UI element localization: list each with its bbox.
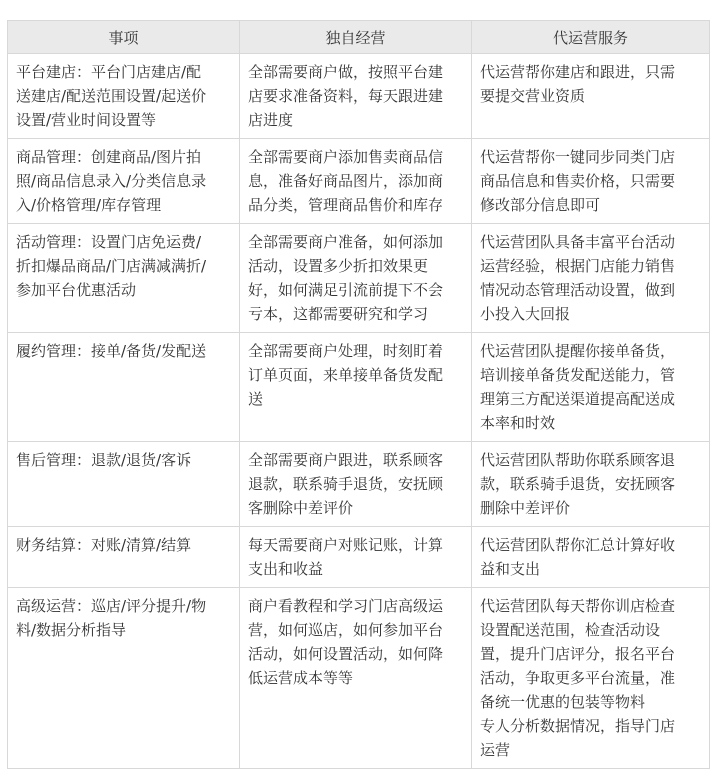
- self-operated-cell: [240, 224, 472, 333]
- cell-text-line: 全部需要商户添加售卖商品信: [248, 148, 444, 166]
- agency-service-cell: [472, 54, 710, 139]
- cell-text-line: 商户看教程和学习门店高级运: [248, 597, 444, 615]
- cell-text-line: 参加平台优惠活动: [16, 281, 137, 299]
- cell-text-line: 代运营帮你一键同步同类门店: [480, 148, 676, 166]
- item-cell: [8, 224, 240, 333]
- table-row: [8, 588, 710, 769]
- cell-text-line: 店进度: [248, 111, 294, 129]
- item-cell: [8, 527, 240, 588]
- self-operated-cell: [240, 442, 472, 527]
- cell-text-line: 活动管理：设置门店免运费/: [16, 233, 202, 251]
- header-self-operated: 独自经营: [240, 21, 472, 54]
- cell-text-line: 亏本，这都需要研究和学习: [248, 305, 429, 323]
- cell-text-line: 备统一优惠的包装等物料: [480, 693, 646, 711]
- item-cell: [8, 588, 240, 769]
- table-row: [8, 527, 710, 588]
- cell-text-line: 客删除中差评价: [248, 499, 354, 517]
- cell-text-line: 理第三方配送渠道提高配送成: [480, 390, 676, 408]
- agency-service-cell: [472, 224, 710, 333]
- cell-text-line: 平台建店：平台门店建店/配: [16, 63, 202, 81]
- agency-service-cell: [472, 139, 710, 224]
- agency-service-cell: [472, 442, 710, 527]
- cell-text-line: 履约管理：接单/备货/发配送: [16, 342, 207, 360]
- table-row: [8, 224, 710, 333]
- agency-service-cell: [472, 588, 710, 769]
- cell-text-line: 全部需要商户准备，如何添加: [248, 233, 444, 251]
- cell-text-line: 营，如何巡店，如何参加平台: [248, 621, 444, 639]
- cell-text-line: 入/价格管理/库存管理: [16, 196, 162, 214]
- header-item: 事项: [8, 21, 240, 54]
- cell-text-line: 折扣爆品商品/门店满减满折/: [16, 257, 207, 275]
- agency-service-cell: [472, 527, 710, 588]
- table-body: [8, 54, 710, 769]
- cell-text-line: 品分类，管理商品售价和库存: [248, 196, 444, 214]
- table-row: [8, 139, 710, 224]
- cell-text-line: 培训接单备货发配送能力，管: [480, 366, 676, 384]
- cell-text-line: 售后管理：退款/退货/客诉: [16, 451, 192, 469]
- cell-text-line: 置，提升门店评分，报名平台: [480, 645, 676, 663]
- cell-text-line: 息，准备好商品图片，添加商: [248, 172, 444, 190]
- self-operated-cell: [240, 588, 472, 769]
- cell-text-line: 修改部分信息即可: [480, 196, 601, 214]
- item-cell: [8, 139, 240, 224]
- comparison-table: [7, 20, 710, 769]
- self-operated-cell: [240, 139, 472, 224]
- cell-text-line: 代运营团队帮助你联系顾客退: [480, 451, 676, 469]
- cell-text-line: 情况动态管理活动设置，做到: [480, 281, 676, 299]
- self-operated-cell: [240, 527, 472, 588]
- cell-text-line: 设置/营业时间设置等: [16, 111, 157, 129]
- item-cell: [8, 442, 240, 527]
- cell-text-line: 代运营团队帮你汇总计算好收: [480, 536, 676, 554]
- cell-text-line: 代运营帮你建店和跟进，只需: [480, 63, 676, 81]
- cell-text-line: 本率和时效: [480, 414, 556, 432]
- table-row: [8, 442, 710, 527]
- cell-text-line: 活动，争取更多平台流量，准: [480, 669, 676, 687]
- cell-text-line: 全部需要商户做，按照平台建: [248, 63, 444, 81]
- cell-text-line: 财务结算：对账/清算/结算: [16, 536, 192, 554]
- cell-text-line: 运营: [480, 741, 511, 759]
- item-cell: [8, 54, 240, 139]
- cell-text-line: 料/数据分析指导: [16, 621, 127, 639]
- self-operated-cell: [240, 54, 472, 139]
- comparison-table-container: [7, 20, 709, 769]
- cell-text-line: 全部需要商户处理，时刻盯着: [248, 342, 444, 360]
- cell-text-line: 店要求准备资料，每天跟进建: [248, 87, 444, 105]
- cell-text-line: 益和支出: [480, 560, 541, 578]
- cell-text-line: 支出和收益: [248, 560, 324, 578]
- cell-text-line: 小投入大回报: [480, 305, 571, 323]
- cell-text-line: 照/商品信息录入/分类信息录: [16, 172, 207, 190]
- cell-text-line: 商品管理：创建商品/图片拍: [16, 148, 202, 166]
- cell-text-line: 代运营团队提醒你接单备货，: [480, 342, 676, 360]
- cell-text-line: 每天需要商户对账记账，计算: [248, 536, 444, 554]
- cell-text-line: 活动，设置多少折扣效果更: [248, 257, 429, 275]
- table-row: [8, 54, 710, 139]
- cell-text-line: 代运营团队具备丰富平台活动: [480, 233, 676, 251]
- cell-text-line: 款，联系骑手退货，安抚顾客: [480, 475, 676, 493]
- item-cell: [8, 333, 240, 442]
- cell-text-line: 专人分析数据情况，指导门店: [480, 717, 676, 735]
- cell-text-line: 删除中差评价: [480, 499, 571, 517]
- header-row: [8, 21, 710, 54]
- cell-text-line: 低运营成本等等: [248, 669, 354, 687]
- cell-text-line: 运营经验，根据门店能力销售: [480, 257, 676, 275]
- cell-text-line: 商品信息和售卖价格，只需要: [480, 172, 676, 190]
- cell-text-line: 订单页面，来单接单备货发配: [248, 366, 444, 384]
- agency-service-cell: [472, 333, 710, 442]
- cell-text-line: 活动，如何设置活动，如何降: [248, 645, 444, 663]
- cell-text-line: 设置配送范围，检查活动设: [480, 621, 661, 639]
- cell-text-line: 全部需要商户跟进，联系顾客: [248, 451, 444, 469]
- cell-text-line: 送: [248, 390, 264, 408]
- table-row: [8, 333, 710, 442]
- cell-text-line: 要提交营业资质: [480, 87, 586, 105]
- cell-text-line: 送建店/配送范围设置/起送价: [16, 87, 207, 105]
- cell-text-line: 好，如何满足引流前提下不会: [248, 281, 444, 299]
- cell-text-line: 高级运营：巡店/评分提升/物: [16, 597, 207, 615]
- self-operated-cell: [240, 333, 472, 442]
- cell-text-line: 退款，联系骑手退货，安抚顾: [248, 475, 444, 493]
- cell-text-line: 代运营团队每天帮你训店检查: [480, 597, 676, 615]
- header-agency-service: 代运营服务: [472, 21, 710, 54]
